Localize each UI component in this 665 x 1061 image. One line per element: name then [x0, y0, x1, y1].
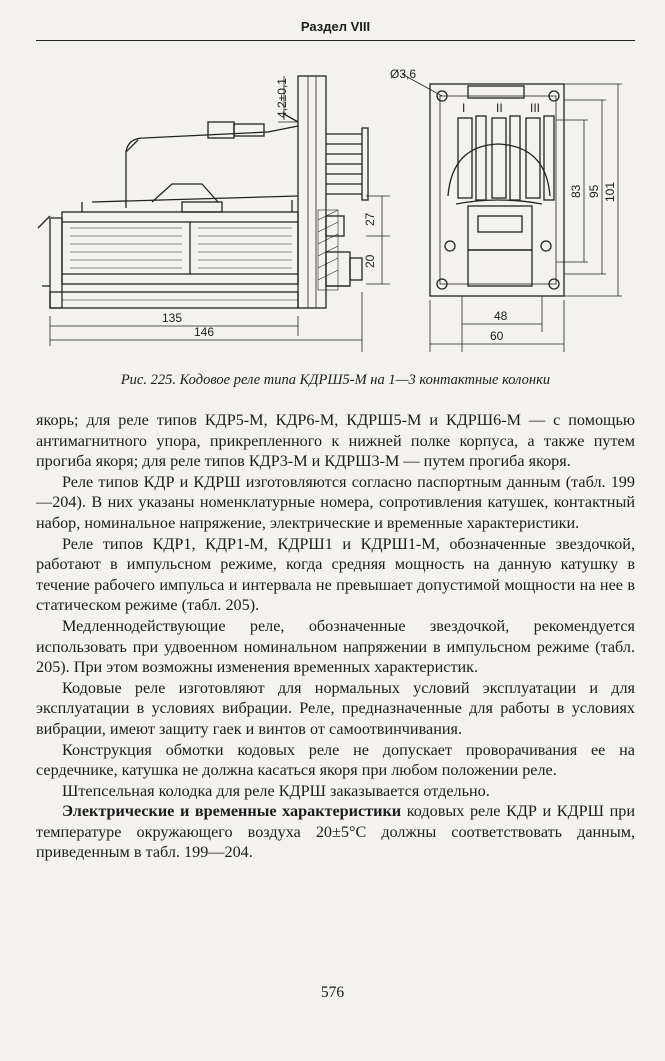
- page-number: 576: [320, 984, 345, 1001]
- paragraph-rest: кодовых реле КДР и КДРШ при температуре окружающего воздуха 20±5°С должны соответствовать данным, приведенным в табл. 199—204.: [36, 802, 636, 862]
- paragraph: Реле типов КДР1, КДР1-М, КДРШ1 и КДРШ1-М, обозначенные звездочкой, работают в импульсном режиме, когда средняя мощность на данную катушку в течение рабочего импульса и интервала не превышает допустимой мощности на нее в статическом режиме (табл. 205).: [36, 534, 635, 615]
- figure-caption: Рис. 225. Кодовое реле типа КДРШ5-М на 1—3 контактные колонки: [120, 372, 551, 388]
- paragraph: Медленнодействующие реле, обозначенные звездочкой, рекомендуется использовать при удвоенном номинальном напряжении в импульсном режиме (табл. 205). При этом возможны изменения временных характеристик.: [36, 616, 635, 677]
- dim-101: 101: [603, 181, 617, 202]
- dim-hole-diameter: Ø3,6: [390, 67, 417, 81]
- paragraph: Штепсельная колодка для реле КДРШ заказывается отдельно.: [62, 781, 490, 800]
- running-header: Раздел VIII: [36, 14, 635, 41]
- relay-drawing: [22, 56, 644, 362]
- paragraph: Реле типов КДР и КДРШ изготовляются согласно паспортным данным (табл. 199—204). В них указаны номенклатурные номера, сопротивления катушек, контактный набор, номинальное напряжение, электрические и временные характеристики.: [36, 472, 635, 532]
- column-label-3: III: [530, 101, 541, 115]
- dim-146: 146: [194, 325, 215, 339]
- paragraph: якорь; для реле типов КДР5-М, КДР6-М, КДРШ5-М и КДРШ6-М — с помощью антимагнитного упора, прикрепленного к нижней полке корпуса, а также путем прогиба якоря; для реле типов КДР3-М и КДРШ3-М — путем прогиба якоря.: [36, 411, 635, 471]
- dim-83: 83: [569, 184, 583, 198]
- column-label-2: II: [496, 101, 503, 115]
- dim-4-2: 4,2±0,1: [275, 78, 289, 118]
- body-text: [36, 410, 635, 863]
- relay-drawing-svg: [22, 56, 644, 362]
- bold-lead: Электрические и временные характеристики: [62, 802, 402, 821]
- paragraph: Конструкция обмотки кодовых реле не допускает проворачивания ее на сердечнике, катушка не должна касаться якоря при любом положении реле.: [36, 740, 635, 780]
- dim-95: 95: [587, 184, 601, 198]
- dim-48: 48: [494, 309, 508, 323]
- paragraph-last: [36, 801, 635, 863]
- dim-60: 60: [490, 329, 504, 343]
- dim-27: 27: [363, 212, 377, 226]
- column-label-1: I: [462, 101, 466, 115]
- dim-20: 20: [363, 254, 377, 268]
- relay-front-view: [402, 74, 622, 352]
- dim-135: 135: [162, 311, 183, 325]
- relay-side-view: [38, 76, 390, 352]
- paragraph: Кодовые реле изготовляют для нормальных условий эксплуатации и для эксплуатации в условиях вибрации. Реле, предназначенные для работы в условиях вибрации, имеют защиту гаек и винтов от самоотвинчивания.: [36, 678, 635, 738]
